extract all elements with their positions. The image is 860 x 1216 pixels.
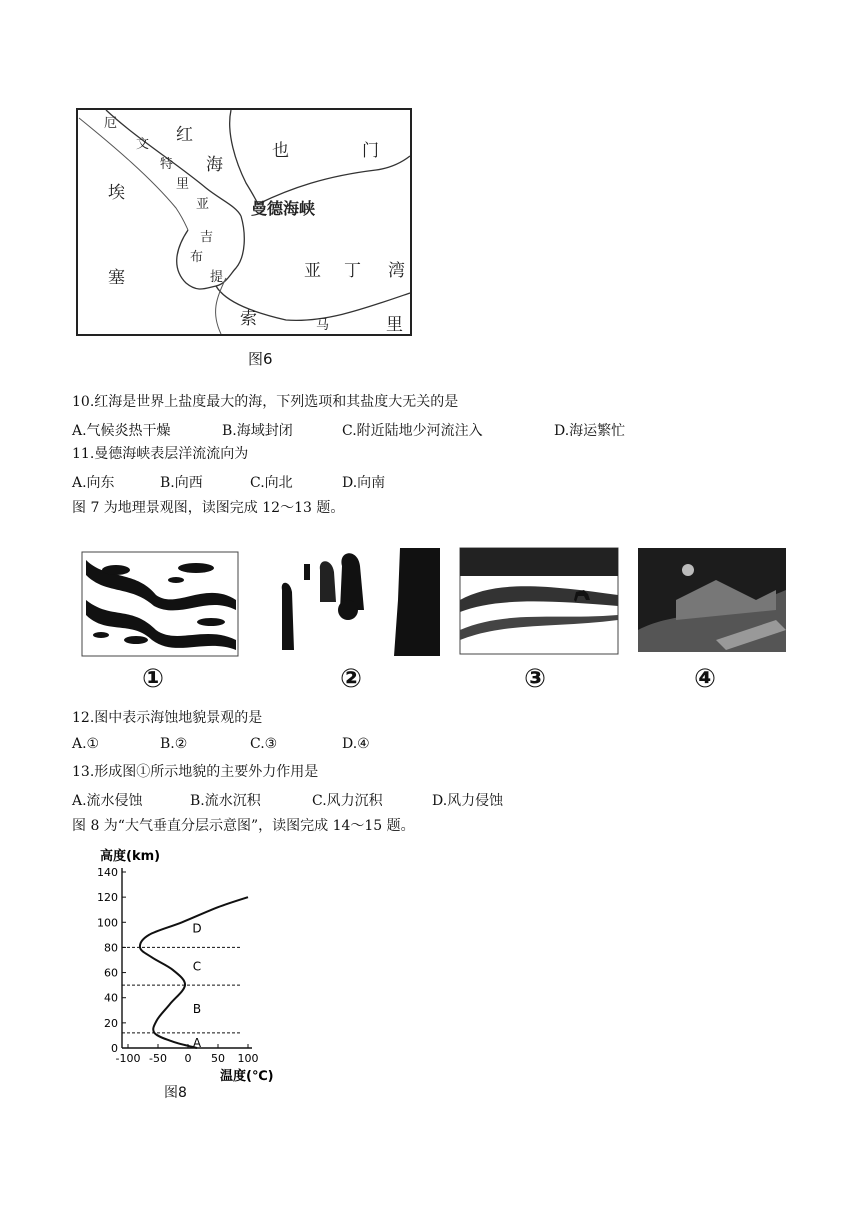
map-label-aden-wan: 湾 [388, 261, 405, 281]
question-13-stem: 13.形成图①所示地貌的主要外力作用是 [72, 764, 319, 780]
x-tick-label: 0 [184, 1052, 192, 1065]
x-tick-label: 50 [211, 1052, 225, 1065]
figure-6-caption: 图6 [248, 350, 273, 368]
map-label-suo: 索 [240, 309, 257, 329]
photo-4-number: ④ [694, 664, 717, 694]
photo-3-number: ③ [524, 664, 547, 694]
figure-7-intro: 图 7 为地理景观图，读图完成 12～13 题。 [72, 500, 345, 516]
x-tick-label: -50 [149, 1052, 167, 1065]
layer-label-b: B [192, 1002, 202, 1017]
y-tick-label: 60 [104, 966, 118, 980]
y-tick-label: 80 [104, 941, 118, 955]
map-label-li2: 里 [386, 315, 403, 335]
map-label-wen: 文 [136, 137, 150, 152]
map-label-sai: 塞 [108, 268, 125, 288]
x-axis-label: 温度(℃) [220, 1069, 274, 1084]
q13-option-a: A.流水侵蚀 [72, 793, 143, 809]
map-label-te: 特 [160, 157, 174, 172]
y-tick-label: 40 [104, 991, 118, 1005]
map-label-ni: 厄 [104, 116, 118, 131]
map-label-ti: 提 [210, 270, 224, 285]
photo-1-number: ① [142, 664, 165, 694]
photo-3-desert-dunes [460, 548, 618, 654]
photo-2-number: ② [340, 664, 363, 694]
y-tick-label: 100 [97, 916, 118, 930]
map-label-aden-ya: 亚 [304, 261, 321, 281]
map-label-hai: 海 [206, 155, 223, 175]
photo-1-river-landscape [82, 552, 238, 656]
map-label-li: 里 [176, 177, 190, 192]
landscape-photos [76, 540, 796, 660]
layer-label-c: C [192, 959, 202, 974]
map-label-ai: 埃 [108, 183, 125, 203]
map-label-hong: 红 [176, 125, 193, 145]
map-label-ma: 马 [316, 318, 330, 333]
layer-label-d: D [192, 921, 202, 936]
q10-option-a: A.气候炎热干燥 [72, 423, 171, 439]
q10-option-d: D.海运繁忙 [554, 423, 626, 439]
map-label-strait: 曼德海峡 [251, 199, 316, 218]
map-label-bu: 布 [190, 250, 204, 265]
q12-option-c: C.③ [250, 736, 278, 752]
map-label-aden-ding: 丁 [344, 261, 361, 281]
q12-option-a: A.① [72, 736, 100, 752]
atmosphere-chart [60, 840, 360, 1100]
figure-8-intro: 图 8 为“大气垂直分层示意图”，读图完成 14～15 题。 [72, 818, 415, 834]
map-label-men: 门 [362, 141, 379, 161]
q13-option-c: C.风力沉积 [312, 793, 383, 809]
question-10-stem: 10.红海是世界上盐度最大的海，下列选项和其盐度大无关的是 [72, 394, 459, 410]
layer-label-a: A [192, 1035, 202, 1050]
x-tick-label: 100 [237, 1052, 259, 1065]
y-axis-label: 高度(km) [100, 849, 161, 864]
y-tick-label: 120 [97, 891, 118, 905]
q11-option-a: A.向东 [72, 475, 115, 491]
y-tick-label: 20 [104, 1016, 118, 1030]
map-figure [76, 108, 412, 336]
q10-option-b: B.海域封闭 [222, 423, 293, 439]
figure-8-caption: 图8 [164, 1085, 187, 1101]
q13-option-b: B.流水沉积 [190, 793, 261, 809]
map-label-ya: 亚 [196, 197, 210, 212]
q11-option-b: B.向西 [160, 475, 203, 491]
photo-4-mountain-landscape [638, 548, 786, 652]
photo-2-sea-stacks [272, 548, 440, 656]
q12-option-d: D.④ [342, 736, 370, 752]
x-tick-label: -100 [115, 1052, 141, 1065]
map-label-ye: 也 [272, 141, 289, 161]
q13-option-d: D.风力侵蚀 [432, 793, 504, 809]
q12-option-b: B.② [160, 736, 188, 752]
q11-option-c: C.向北 [250, 475, 293, 491]
y-tick-label: 0 [111, 1042, 118, 1055]
q10-option-c: C.附近陆地少河流注入 [342, 423, 483, 439]
map-label-ji: 吉 [200, 230, 214, 245]
question-11-stem: 11.曼德海峡表层洋流流向为 [72, 446, 249, 462]
q11-option-d: D.向南 [342, 475, 386, 491]
y-tick-label: 140 [97, 866, 118, 879]
question-12-stem: 12.图中表示海蚀地貌景观的是 [72, 710, 263, 726]
